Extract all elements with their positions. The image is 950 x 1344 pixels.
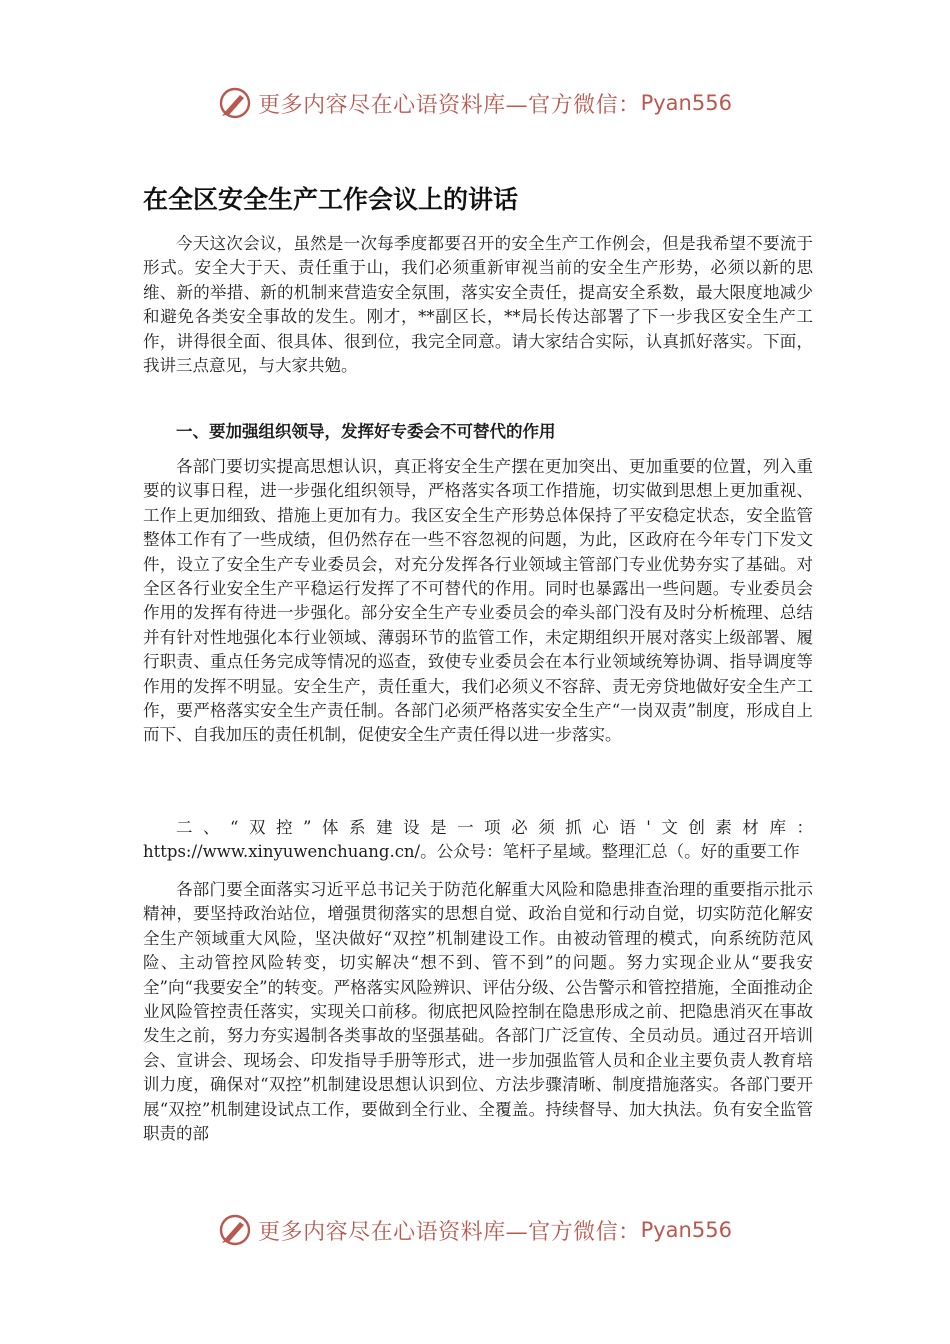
- watermark-banner-top: [0, 83, 950, 123]
- section1-text: 各部门要切实提高思想认识，真正将安全生产摆在更加突出、更加重要的位置，列入重要的议事日程，进一步强化组织领导，严格落实各项工作措施，切实做到思想上更加重视、工作上更加细致、措施上更加有力。我区安全生产形势总体保持了平安稳定状态，安全监管整体工作有了一些成绩，但仍然存在一些不容忽视的问题，为此，区政府在今年专门下发文件，设立了安全生产专业委员会，对充分发挥各行业领域主管部门专业优势夯实了基础。对全区各行业安全生产平稳运行发挥了不可替代的作用。同时也暴露出一些问题。专业委员会作用的发挥有待进一步强化。部分安全生产专业委员会的牵头部门没有及时分析梳理、总结并有针对性地强化本行业领域、薄弱环节的监管工作，未定期组织开展对落实上级部署、履行职责、重点任务完成等情况的巡查，致使专业委员会在本行业领域统筹协调、指导调度等作用的发挥不明显。安全生产，责任重大，我们必须义不容辞、责无旁贷地做好安全生产工作，要严格落实安全生产责任制。各部门必须严格落实安全生产“一岗双责”制度，形成自上而下、自我加压的责任机制，促使安全生产责任得以进一步落实。: [143, 457, 813, 745]
- watermark-text: 更多内容尽在心语资料库—官方微信：: [258, 1219, 641, 1245]
- watermark-wechat-id: Pyan556: [640, 91, 732, 115]
- intro-text: 今天这次会议，虽然是一次每季度都要召开的安全生产工作例会，但是我希望不要流于形式。安全大于天、责任重于山，我们必须重新审视当前的安全生产形势，必须以新的思维、新的举措、新的机制来营造安全氛围，落实安全责任，提高安全系数，最大限度地减少和避免各类安全事故的发生。刚才，**副区长，**局长传达部署了下一步我区安全生产工作，讲得很全面、很具体、很到位，我完全同意。请大家结合实际，认真抓好落实。下面，我讲三点意见，与大家共勉。: [143, 234, 813, 376]
- watermark-wechat-id: Pyan556: [640, 1218, 732, 1242]
- document-title: 在全区安全生产工作会议上的讲话: [143, 185, 519, 214]
- section2-heading-text: 二、“双控”体系建设是一项必须抓心语'文创素材库：https://www.xinyuwenchuang.cn/。公众号：笔杆子星域。整理汇总（。好的重要工作: [143, 818, 813, 862]
- intro-paragraph: [143, 232, 813, 378]
- watermark-text: 更多内容尽在心语资料库—官方微信：: [258, 92, 641, 118]
- pen-logo-icon: [218, 1213, 252, 1247]
- section2-text: 各部门要全面落实习近平总书记关于防范化解重大风险和隐患排查治理的重要指示批示精神，要坚持政治站位，增强贯彻落实的思想自觉、政治自觉和行动自觉，切实防范化解安全生产领域重大风险，坚决做好“双控”机制建设工作。由被动管理的模式，向系统防范风险、主动管控风险转变，切实解决“想不到、管不到”的问题。努力实现企业从“要我安全”向“我要安全”的转变。严格落实风险辨识、评估分级、公告警示和管控措施，全面推动企业风险管控责任落实，实现关口前移。彻底把风险控制在隐患形成之前、把隐患消灭在事故发生之前，努力夯实遏制各类事故的坚强基础。各部门广泛宣传、全员动员。通过召开培训会、宣讲会、现场会、印发指导手册等形式，进一步加强监管人员和企业主要负责人教育培训力度，确保对“双控”机制建设思想认识到位、方法步骤清晰、制度措施落实。各部门要开展“双控”机制建设试点工作，要做到全行业、全覆盖。持续督导、加大执法。负有安全监管职责的部: [143, 880, 813, 1144]
- section2-paragraph: [143, 878, 813, 1146]
- pen-logo-icon: [218, 86, 252, 120]
- section1-heading: 一、要加强组织领导，发挥好专委会不可替代的作用: [176, 422, 556, 441]
- watermark-banner-bottom: [0, 1210, 950, 1250]
- section1-paragraph: [143, 455, 813, 748]
- section2-heading: [143, 816, 813, 865]
